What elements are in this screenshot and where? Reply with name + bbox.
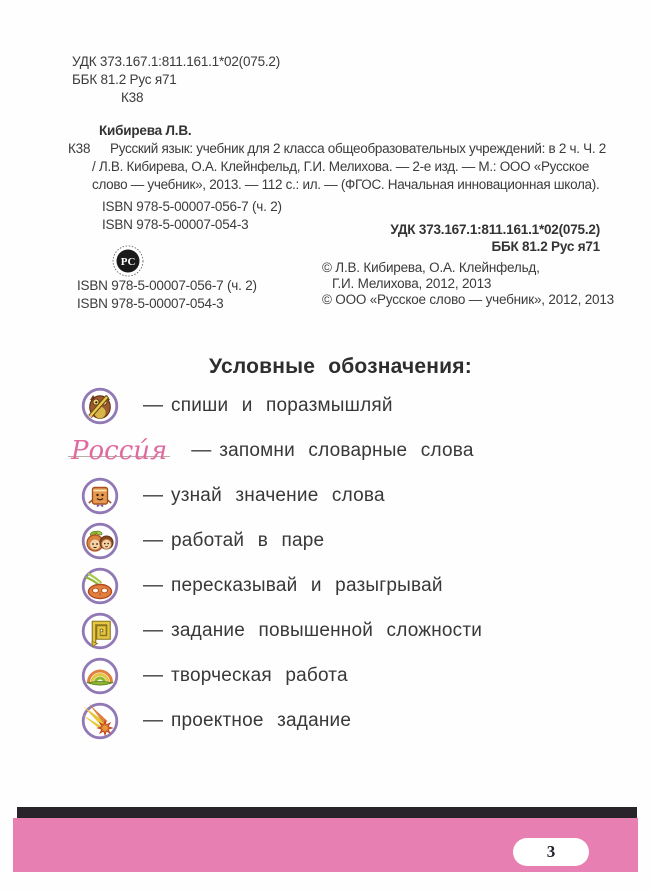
description-line: слово — учебник», 2013. — 112 с.: ил. — (ФГОС. Начальная инновационная школа). bbox=[92, 177, 600, 192]
author-sign-entry: К38 bbox=[68, 141, 91, 156]
bibliographic-entry bbox=[68, 122, 608, 194]
udk-code-top: УДК 373.167.1:811.161.1*02(075.2) bbox=[72, 54, 281, 69]
description-line: Русский язык: учебник для 2 класса общеобразовательных учреждений: в 2 ч. Ч. 2 bbox=[110, 141, 606, 156]
imprint-section bbox=[0, 0, 651, 340]
legend-dash: — bbox=[143, 394, 163, 416]
legend-item-label: работай в паре bbox=[171, 529, 325, 551]
isbn-full-number: ISBN 978-5-00007-054-3 bbox=[77, 296, 224, 311]
classification-codes-top bbox=[72, 53, 280, 107]
cursive-word-sample bbox=[68, 435, 170, 466]
legend-dash: — bbox=[143, 484, 163, 506]
cursive-rossiya-text: Росси́я bbox=[68, 438, 170, 464]
book-description bbox=[92, 140, 608, 194]
isbn-block-upper bbox=[102, 198, 282, 234]
isbn-part-number: ISBN 978-5-00007-056-7 (ч. 2) bbox=[77, 278, 257, 293]
page-number-badge bbox=[513, 838, 589, 866]
author-sign-top: К38 bbox=[121, 90, 144, 105]
spiral-maze-icon bbox=[78, 611, 122, 651]
isbn-full-number: ISBN 978-5-00007-054-3 bbox=[102, 217, 249, 232]
footer-dark-stripe bbox=[17, 807, 637, 818]
isbn-part-number: ISBN 978-5-00007-056-7 (ч. 2) bbox=[102, 199, 282, 214]
classification-codes-right bbox=[390, 221, 600, 255]
isbn-block-lower bbox=[77, 277, 257, 313]
owl-pencil-icon bbox=[78, 386, 122, 426]
two-children-icon bbox=[78, 521, 122, 561]
copyright-block bbox=[322, 260, 614, 308]
legend-dash: — bbox=[143, 619, 163, 641]
svg-text:РС: РС bbox=[120, 256, 136, 269]
legend-item bbox=[78, 383, 482, 428]
legend-item bbox=[78, 608, 482, 653]
legend-item bbox=[78, 698, 482, 743]
copyright-authors-line1: © Л.В. Кибирева, О.А. Клейнфельд, bbox=[322, 260, 540, 275]
legend-item bbox=[78, 518, 482, 563]
copyright-authors-line2: Г.И. Мелихова, 2012, 2013 bbox=[332, 276, 492, 291]
legend-item bbox=[78, 473, 482, 518]
legend-item bbox=[78, 563, 482, 608]
page-number: 3 bbox=[546, 842, 556, 861]
legend-item-label: творческая работа bbox=[171, 664, 348, 686]
author-name: Кибирева Л.В. bbox=[99, 123, 192, 138]
book-character-icon bbox=[78, 476, 122, 516]
comet-icon bbox=[78, 701, 122, 741]
legend-item-label: спиши и поразмышляй bbox=[171, 394, 393, 416]
legend-title: Условные обозначения: bbox=[209, 355, 472, 378]
legend-item-label: задание повышенной сложности bbox=[171, 619, 483, 641]
legend-item-label: пересказывай и разыгрывай bbox=[171, 574, 443, 596]
legend-item bbox=[71, 428, 482, 473]
legend-item bbox=[78, 653, 482, 698]
legend-dash: — bbox=[143, 664, 163, 686]
udk-code-right: УДК 373.167.1:811.161.1*02(075.2) bbox=[390, 222, 600, 237]
legend-item-label: проектное задание bbox=[171, 709, 352, 731]
legend-dash: — bbox=[143, 574, 163, 596]
theater-mask-icon bbox=[78, 566, 122, 606]
copyright-publisher: © ООО «Русское слово — учебник», 2012, 2013 bbox=[322, 292, 614, 307]
bbk-code-right: ББК 81.2 Рус я71 bbox=[491, 239, 600, 254]
russkoe-slovo-publisher-logo bbox=[112, 245, 144, 277]
legend-dash: — bbox=[191, 439, 212, 461]
footer-pink-stripe bbox=[13, 818, 638, 872]
legend-item-label: запомни словарные слова bbox=[219, 439, 474, 461]
rainbow-icon bbox=[78, 656, 122, 696]
description-line: / Л.В. Кибирева, О.А. Клейнфельд, Г.И. Мелихова. — 2-е изд. — М.: ООО «Русское bbox=[92, 159, 590, 174]
legend-item-label: узнай значение слова bbox=[171, 484, 385, 506]
legend-list bbox=[71, 383, 483, 743]
bbk-code-top: ББК 81.2 Рус я71 bbox=[72, 72, 177, 87]
legend-dash: — bbox=[143, 709, 163, 731]
legend-dash: — bbox=[143, 529, 163, 551]
